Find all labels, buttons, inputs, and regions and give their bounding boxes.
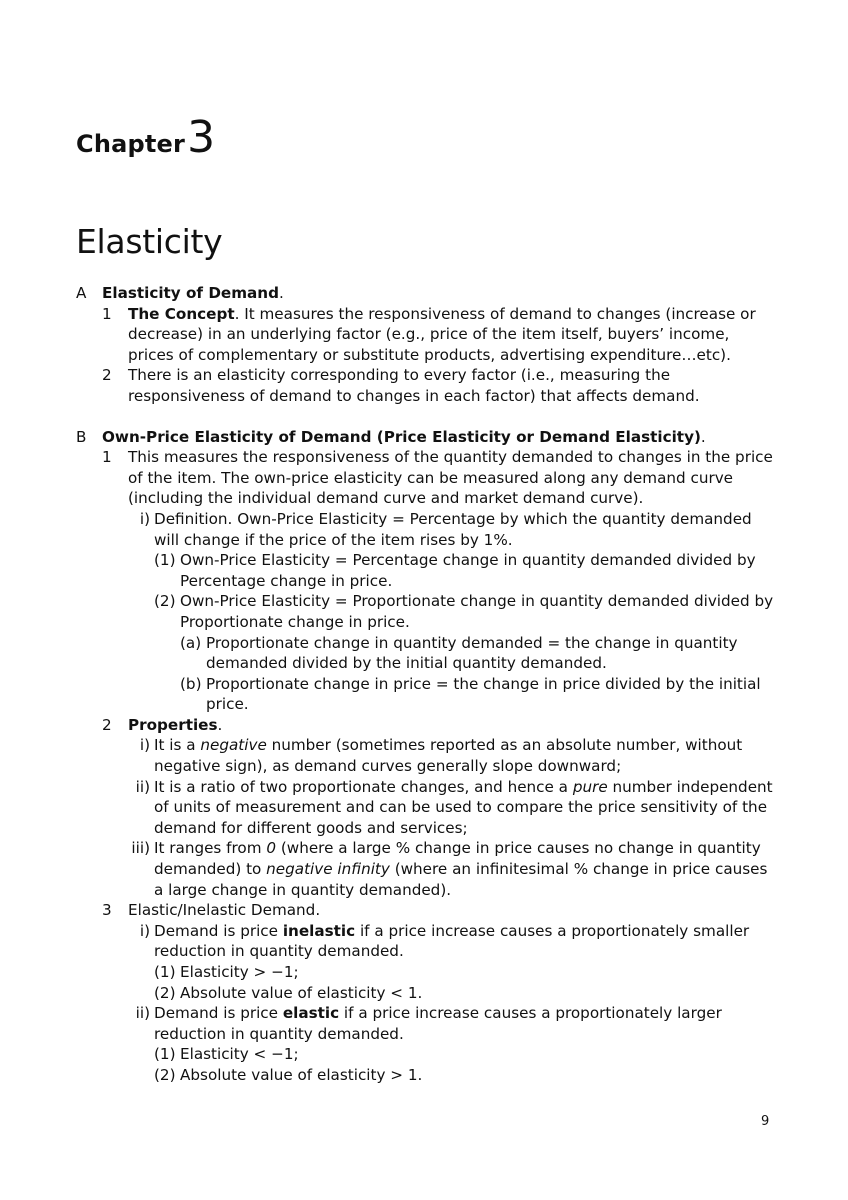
item-text: Absolute value of elasticity < 1. <box>180 983 423 1002</box>
item-text: Elasticity < −1; <box>180 1045 299 1064</box>
item-marker: 2 <box>102 366 112 385</box>
item-marker: (1) <box>154 551 176 570</box>
item-marker: i) <box>139 921 150 940</box>
list-item <box>102 900 776 921</box>
sub-item: ii) It is a ratio of two proportionate changes, and hence a pure number independent of units of measurement and can be used to compare the price sensitivity of the demand for different goods and services; <box>128 777 776 839</box>
list-item <box>102 304 776 366</box>
emphasis: negative infinity <box>266 860 390 879</box>
item-text: Own-Price Elasticity = Percentage change in quantity demanded divided by Percentage change in price. <box>180 551 756 590</box>
sub-sub-sub-item <box>180 633 776 674</box>
page-number: 9 <box>761 1114 770 1129</box>
sub-item: ii) Demand is price elastic if a price increase causes a proportionately larger reduction in quantity demanded. <box>128 1003 776 1044</box>
item-marker: 1 <box>102 448 112 467</box>
section-marker: A <box>76 284 87 302</box>
item-marker: (2) <box>154 983 176 1002</box>
emphasis: 0 <box>266 839 277 858</box>
sub-sub-sub-item <box>180 674 776 715</box>
sub-item <box>128 509 776 550</box>
page-title: Elasticity <box>76 222 223 261</box>
item-marker: i) <box>139 509 150 528</box>
item-text: Elastic/Inelastic Demand. <box>128 901 321 920</box>
chapter-number: 3 <box>187 112 216 163</box>
item-marker: (b) <box>180 674 202 693</box>
item-text: Definition. Own-Price Elasticity = Percentage by which the quantity demanded will change if the price of the item rises by 1%. <box>154 509 752 549</box>
sub-item: i) Demand is price inelastic if a price increase causes a proportionately smaller reduction in quantity demanded. <box>128 921 776 962</box>
list-item <box>102 365 776 406</box>
sub-sub-item <box>154 591 776 632</box>
item-text: Elasticity > −1; <box>180 963 299 981</box>
emphasis: pure <box>572 777 608 796</box>
sub-sub-item <box>154 1044 776 1065</box>
chapter-heading <box>76 112 215 163</box>
item-text: There is an elasticity corresponding to every factor (i.e., measuring the responsiveness of demand to changes in each factor) that affects demand. <box>128 366 700 405</box>
item-bold-term: Properties <box>128 715 218 734</box>
item-marker: i) <box>139 736 150 755</box>
item-text: Proportionate change in price = the change in price divided by the initial price. <box>206 674 761 714</box>
outline-body <box>76 283 776 1086</box>
item-marker: (a) <box>180 633 202 652</box>
item-text: . It measures the responsiveness of demand to changes (increase or decrease) in an underlying factor (e.g., price of the item itself, buyers’ income, prices of complementary or substitute products, advertising expenditure…etc). <box>128 304 756 364</box>
sub-item: iii) It ranges from 0 (where a large % change in price causes no change in quantity demanded) to negative infinity (where an infinitesimal % change in price causes a large change in quantity demanded). <box>128 838 776 900</box>
item-marker: ii) <box>135 777 150 796</box>
item-text: Proportionate change in quantity demanded = the change in quantity demanded divided by the initial quantity demanded. <box>206 633 738 673</box>
sub-sub-item <box>154 983 776 1004</box>
item-marker: 3 <box>102 901 112 920</box>
section-a-heading: A Elasticity of Demand. <box>76 284 284 302</box>
section-title: Elasticity of Demand <box>102 284 279 302</box>
bold-term: elastic <box>282 1004 340 1023</box>
emphasis: negative <box>200 736 267 755</box>
item-text: Absolute value of elasticity > 1. <box>180 1065 423 1084</box>
item-marker: ii) <box>135 1004 150 1023</box>
sub-sub-item <box>154 550 776 591</box>
list-item <box>102 447 776 509</box>
sub-sub-item <box>154 1065 776 1086</box>
section-b-heading: B Own-Price Elasticity of Demand (Price Elasticity or Demand Elasticity). <box>76 427 706 446</box>
item-text: This measures the responsiveness of the quantity demanded to changes in the price of the item. The own-price elasticity can be measured along any demand curve (including the individual demand curve and market demand curve). <box>128 448 773 508</box>
bold-term: inelastic <box>282 921 356 940</box>
item-text: Own-Price Elasticity = Proportionate change in quantity demanded divided by Proportionate change in price. <box>180 592 774 631</box>
item-bold-term: The Concept <box>128 304 235 323</box>
sub-item: i) It is a negative number (sometimes reported as an absolute number, without negative sign), as demand curves generally slope downward; <box>128 735 776 776</box>
item-marker: (2) <box>154 592 176 611</box>
item-marker: (2) <box>154 1065 176 1084</box>
section-title: Own-Price Elasticity of Demand (Price Elasticity or Demand Elasticity) <box>102 427 701 446</box>
item-marker: (1) <box>154 963 176 981</box>
chapter-label: Chapter <box>76 130 186 158</box>
item-marker: 2 <box>102 715 112 734</box>
section-marker: B <box>76 427 87 446</box>
item-marker: iii) <box>131 839 150 858</box>
sub-sub-item <box>154 962 776 983</box>
item-marker: 1 <box>102 304 112 323</box>
item-marker: (1) <box>154 1045 176 1064</box>
list-item: 2 Properties. <box>102 715 223 734</box>
